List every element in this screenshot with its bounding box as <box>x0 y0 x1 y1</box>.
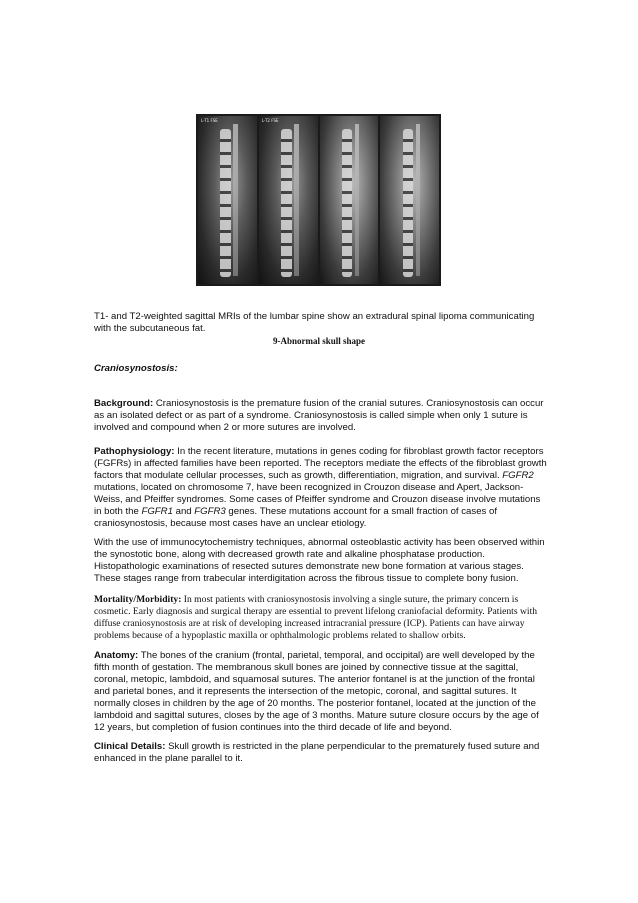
pathophysiology-paragraph <box>94 446 549 530</box>
pathophysiology-text: In the recent literature, mutations in genes coding for fibroblast growth factor receptors (FGFRs) in affected families have been reported. The receptors mediate the effects of the fibroblast growth factors that modulate cellular processes, such as growth, differentiation, migration, and survival. <box>94 446 547 481</box>
mortality-text: In most patients with craniosynostosis involving a single suture, the primary concern is cosmetic. Early diagnosis and surgical therapy are essential to prevent lifelong craniofacial deformity. Patients with diffuse craniosynostosis are at risk of developing increased intracranial pressure (ICP). Patients can have airway problems because of a hypoplastic maxilla or ophthalmologic problems related to shallow orbits. <box>94 594 538 641</box>
anatomy-label: Anatomy: <box>94 650 139 661</box>
figure-caption: T1- and T2-weighted sagittal MRIs of the lumbar spine show an extradural spinal lipoma communicating with the subcutaneous fat. <box>94 311 535 334</box>
background-label: Background: <box>94 398 154 409</box>
cord-shape <box>355 124 360 275</box>
gene-fgfr3: FGFR3 <box>194 506 226 517</box>
anatomy-text: The bones of the cranium (frontal, parietal, temporal, and occipital) are well developed by the fifth month of gestation. The membranous skull bones are joined by connective tissue at the sagittal, coronal, metopic, lambdoid, and squamosal sutures. The anterior fontanel is at the junction of the frontal and parietal bones, and it represents the intersection of the metopic, coronal, and sagittal sutures. It normally closes in children by the age of 20 months. The posterior fontanel, located at the junction of the lambdoid and sagittal sutures, closes by the age of 3 months. Mature suture closure occurs by the age of 12 years, but completion of fusion continues into the third decade of life and beyond. <box>94 650 539 733</box>
section-heading: 9-Abnormal skull shape <box>272 336 366 346</box>
mortality-label: Mortality/Morbidity: <box>94 594 182 605</box>
section-title: Craniosynostosis: <box>94 363 178 374</box>
immunocytochemistry-paragraph: With the use of immunocytochemistry techniques, abnormal osteoblastic activity has been observed within the synostotic bone, along with decreased growth rate and alkaline phosphatase production. Histopathologic examinations of resected sutures demonstrate new bone formation at various stages. These stages range from trabecular interdigitation across the fibrous tissue to complete bony fusion. <box>94 537 545 584</box>
cord-shape <box>294 124 299 275</box>
clinical-details-paragraph <box>94 741 549 765</box>
clinical-details-label: Clinical Details: <box>94 741 166 752</box>
pathophysiology-text: and <box>172 506 195 517</box>
spine-shape <box>342 129 353 277</box>
clinical-details-text: Skull growth is restricted in the plane perpendicular to the prematurely fused suture and enhanced in the plane parallel to it. <box>94 741 540 764</box>
cord-shape <box>416 124 421 275</box>
background-text: Craniosynostosis is the premature fusion of the cranial sutures. Craniosynostosis can occur as an isolated defect or as part of a syndrome. Craniosynostosis is called simple when only 1 suture is involved and compound when 2 or more sutures are involved. <box>94 398 544 433</box>
mri-panel-label: L-T2 FSE <box>261 118 279 123</box>
spine-shape <box>403 129 414 277</box>
mri-panel-3 <box>320 116 379 284</box>
background-paragraph <box>94 398 549 434</box>
anatomy-paragraph <box>94 650 549 734</box>
pathophysiology-text: mutations, located on chromosome 7, have been recognized in Crouzon disease and Apert, Jackson-Weiss, and Pfeiffer syndromes. Some cases of Pfeiffer syndrome and Crouzon disease involve mutations in both the <box>94 482 541 517</box>
mri-panel-4 <box>380 116 439 284</box>
mri-panel-1 <box>198 116 257 284</box>
mri-panel-2 <box>259 116 318 284</box>
mri-figure <box>196 114 441 286</box>
pathophysiology-text: genes. These mutations account for a small fraction of cases of craniosynostosis, because most cases have an unclear etiology. <box>94 506 497 529</box>
spine-shape <box>281 129 292 277</box>
gene-fgfr1: FGFR1 <box>141 506 173 517</box>
gene-fgfr2: FGFR2 <box>502 470 534 481</box>
cord-shape <box>233 124 238 275</box>
pathophysiology-label: Pathophysiology: <box>94 446 175 457</box>
spine-shape <box>220 129 231 277</box>
mri-panel-label: L-T1 FSE <box>201 118 218 123</box>
mortality-paragraph <box>94 594 549 642</box>
